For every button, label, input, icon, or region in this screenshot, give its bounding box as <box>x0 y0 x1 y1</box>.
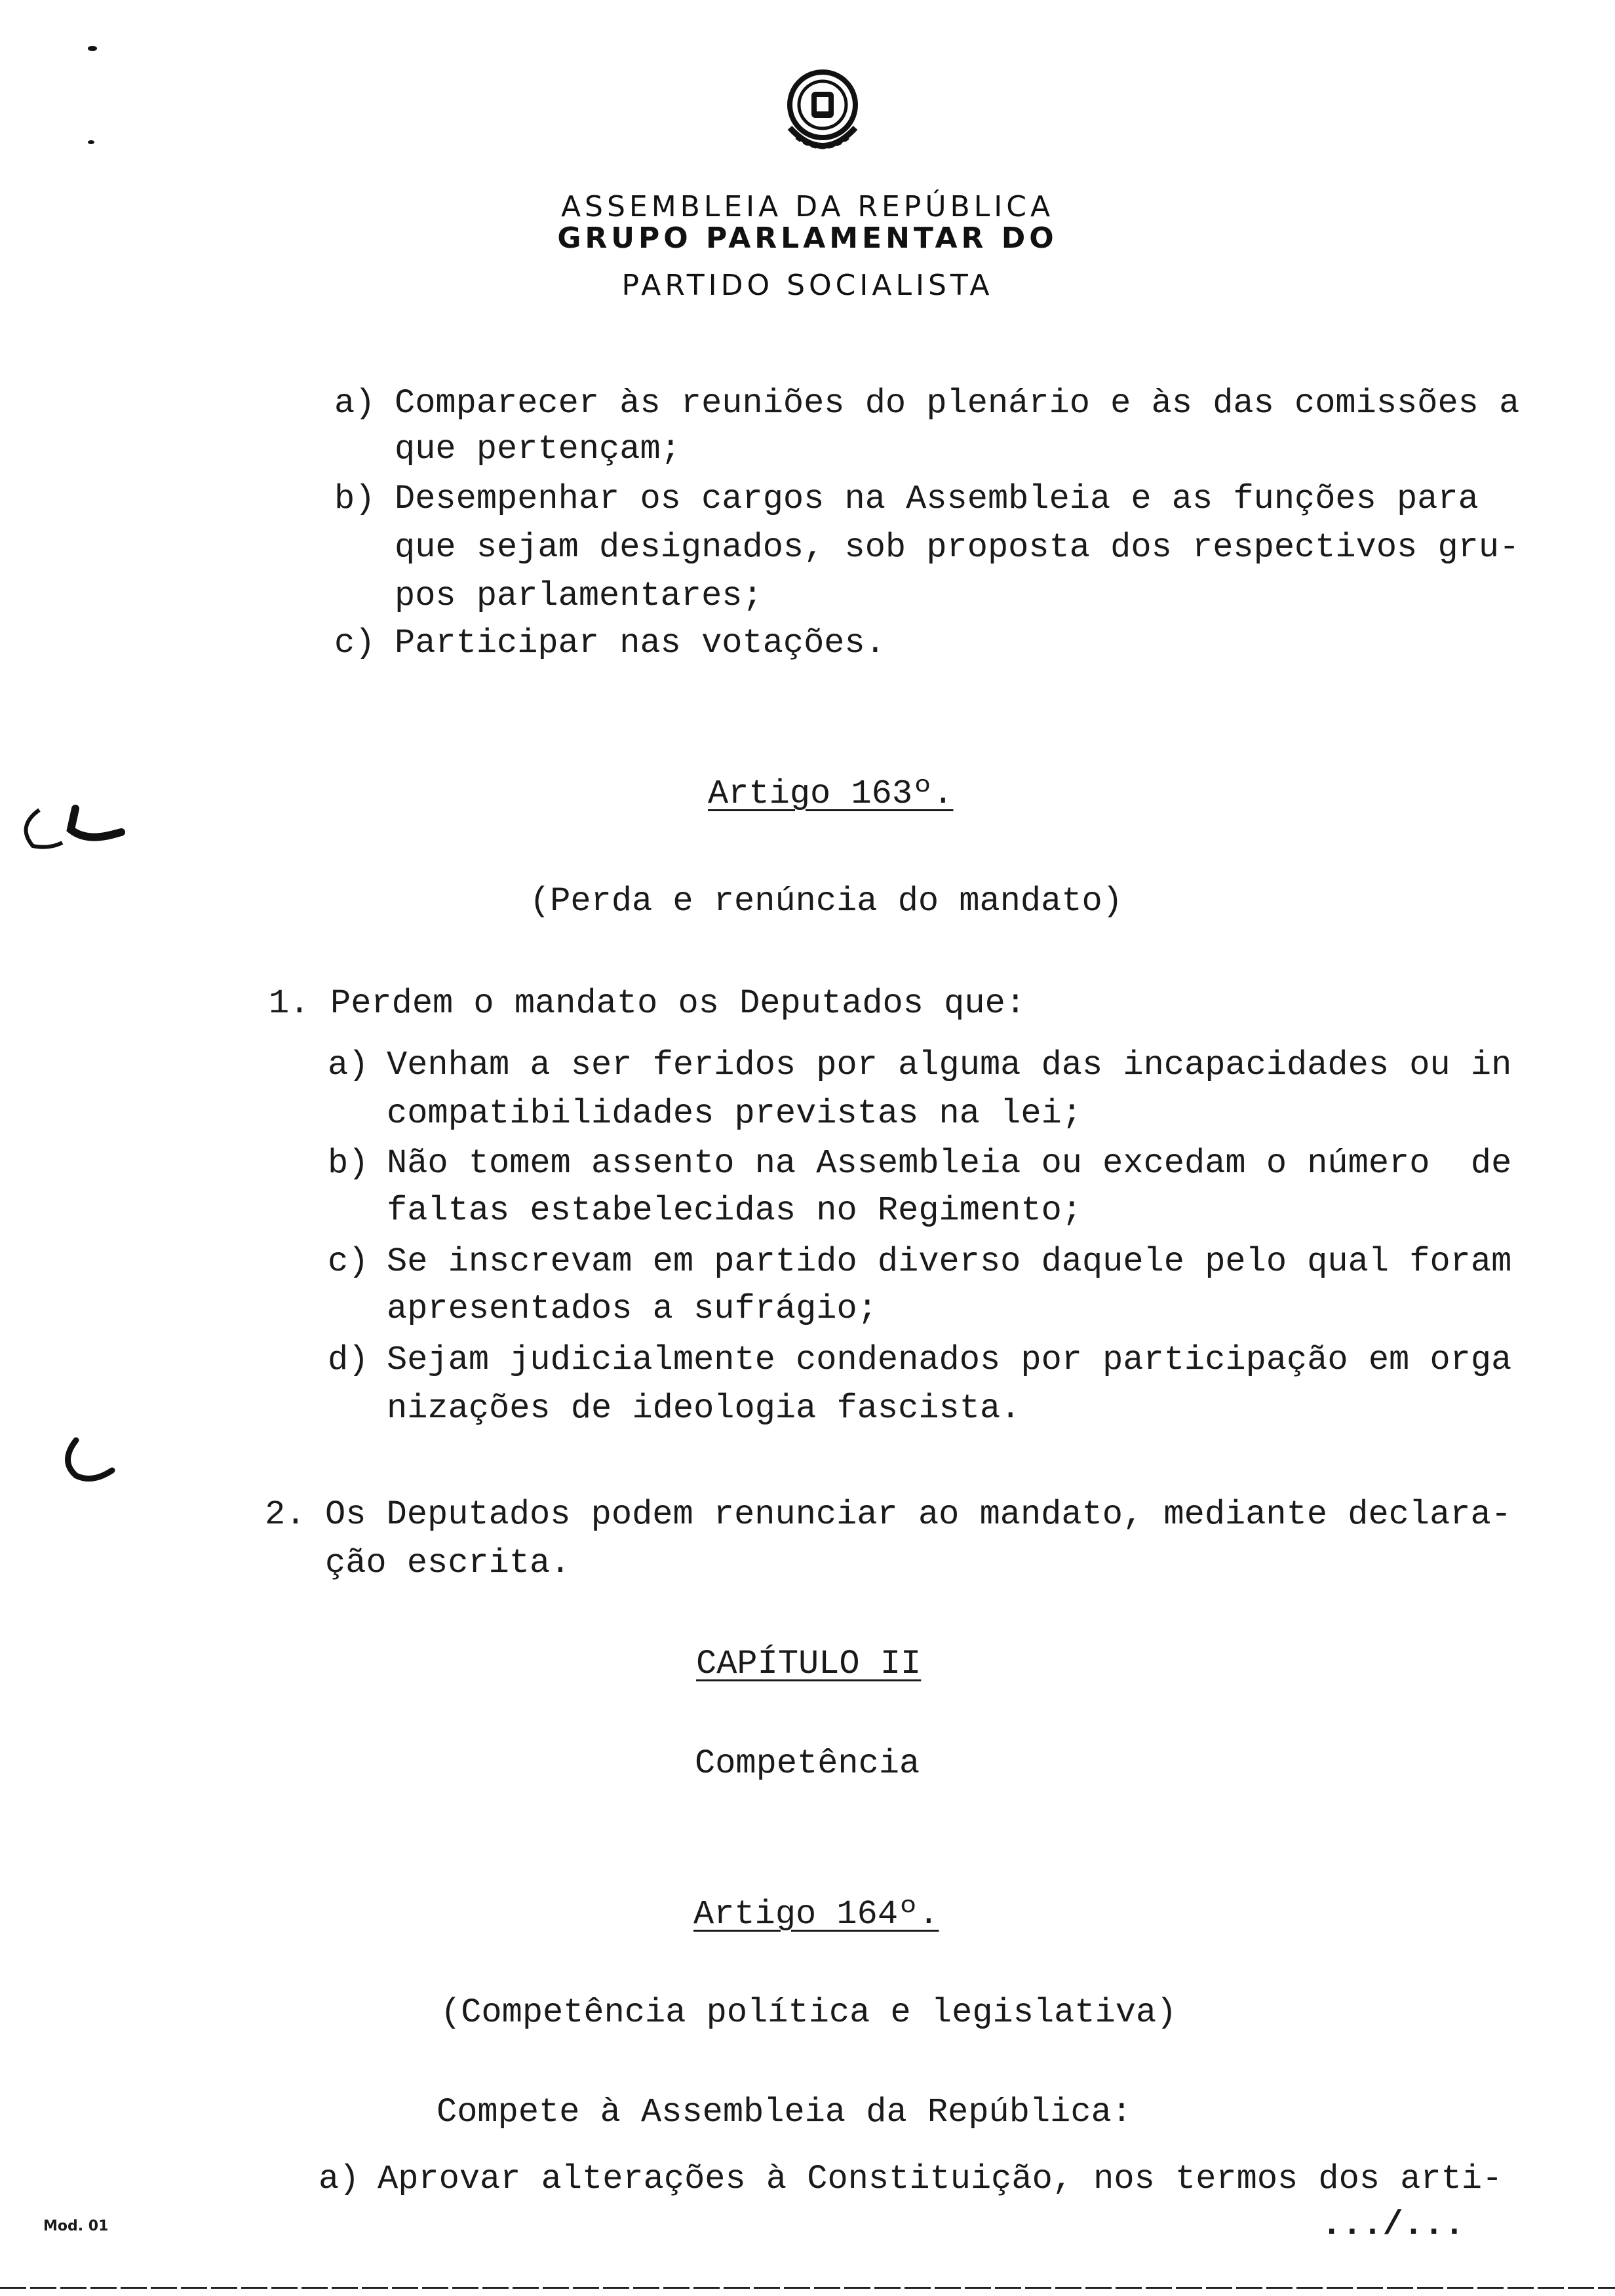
article-164-title: Artigo 164º. <box>693 1895 939 1934</box>
item-line: Não tomem assento na Assembleia ou excedam o número de <box>387 1144 1512 1183</box>
scan-mark <box>88 46 97 51</box>
paragraph-number: 2. <box>265 1495 306 1534</box>
paragraph-line: Os Deputados podem renunciar ao mandato, mediante declara- <box>325 1495 1511 1534</box>
article-164-subtitle: (Competência política e legislativa) <box>440 1993 1177 2032</box>
chapter-subtitle: Competência <box>695 1744 920 1783</box>
item-line: Venham a ser feridos por alguma das incapacidades ou in <box>387 1046 1512 1084</box>
item-label: c) <box>328 1242 369 1281</box>
header-line-3: PARTIDO SOCIALISTA <box>621 269 994 302</box>
item-label: a) <box>334 384 376 423</box>
item-label: d) <box>328 1341 369 1379</box>
item-line: que sejam designados, sob proposta dos respectivos gru- <box>395 528 1520 567</box>
paragraph-line: ção escrita. <box>325 1544 571 1582</box>
bottom-edge-line <box>0 2287 1615 2289</box>
item-line: que pertençam; <box>395 430 681 469</box>
item-line: nizações de ideologia fascista. <box>387 1389 1021 1428</box>
item-line: Comparecer às reuniões do plenário e às das comissões a <box>395 384 1520 423</box>
paragraph-number: 1. <box>269 984 310 1023</box>
item-line: Participar nas votações. <box>395 624 885 662</box>
hole-punch-mark <box>13 797 131 856</box>
item-label: a) <box>319 2160 360 2198</box>
header-line-1: ASSEMBLEIA DA REPÚBLICA <box>560 190 1055 223</box>
item-line: pos parlamentares; <box>395 577 763 615</box>
chapter-title: CAPÍTULO II <box>696 1645 922 1683</box>
paragraph-text: Perdem o mandato os Deputados que: <box>330 984 1026 1023</box>
article-163-subtitle: (Perda e renúncia do mandato) <box>530 882 1123 921</box>
article-164-intro: Compete à Assembleia da República: <box>437 2093 1132 2132</box>
item-line: faltas estabelecidas no Regimento; <box>387 1191 1082 1230</box>
item-line: compatibilidades previstas na lei; <box>387 1094 1082 1133</box>
item-label: c) <box>334 624 376 662</box>
header-line-2: GRUPO PARLAMENTAR DO <box>557 221 1058 255</box>
item-label: b) <box>334 480 376 518</box>
continuation-mark: .../... <box>1321 2206 1465 2244</box>
item-label: b) <box>328 1144 369 1183</box>
article-163-title: Artigo 163º. <box>708 775 954 813</box>
item-line: apresentados a sufrágio; <box>387 1290 878 1328</box>
item-line: Desempenhar os cargos na Assembleia e as funções para <box>395 480 1479 518</box>
coat-of-arms-emblem <box>773 66 872 164</box>
form-code: Mod. 01 <box>43 2218 109 2234</box>
item-line: Sejam judicialmente condenados por participação em orga <box>387 1341 1512 1379</box>
scan-mark <box>88 140 94 144</box>
item-line: Aprovar alterações à Constituição, nos termos dos arti- <box>378 2160 1503 2198</box>
hole-punch-mark <box>56 1428 128 1487</box>
item-label: a) <box>328 1046 369 1084</box>
item-line: Se inscrevam em partido diverso daquele pelo qual foram <box>387 1242 1512 1281</box>
